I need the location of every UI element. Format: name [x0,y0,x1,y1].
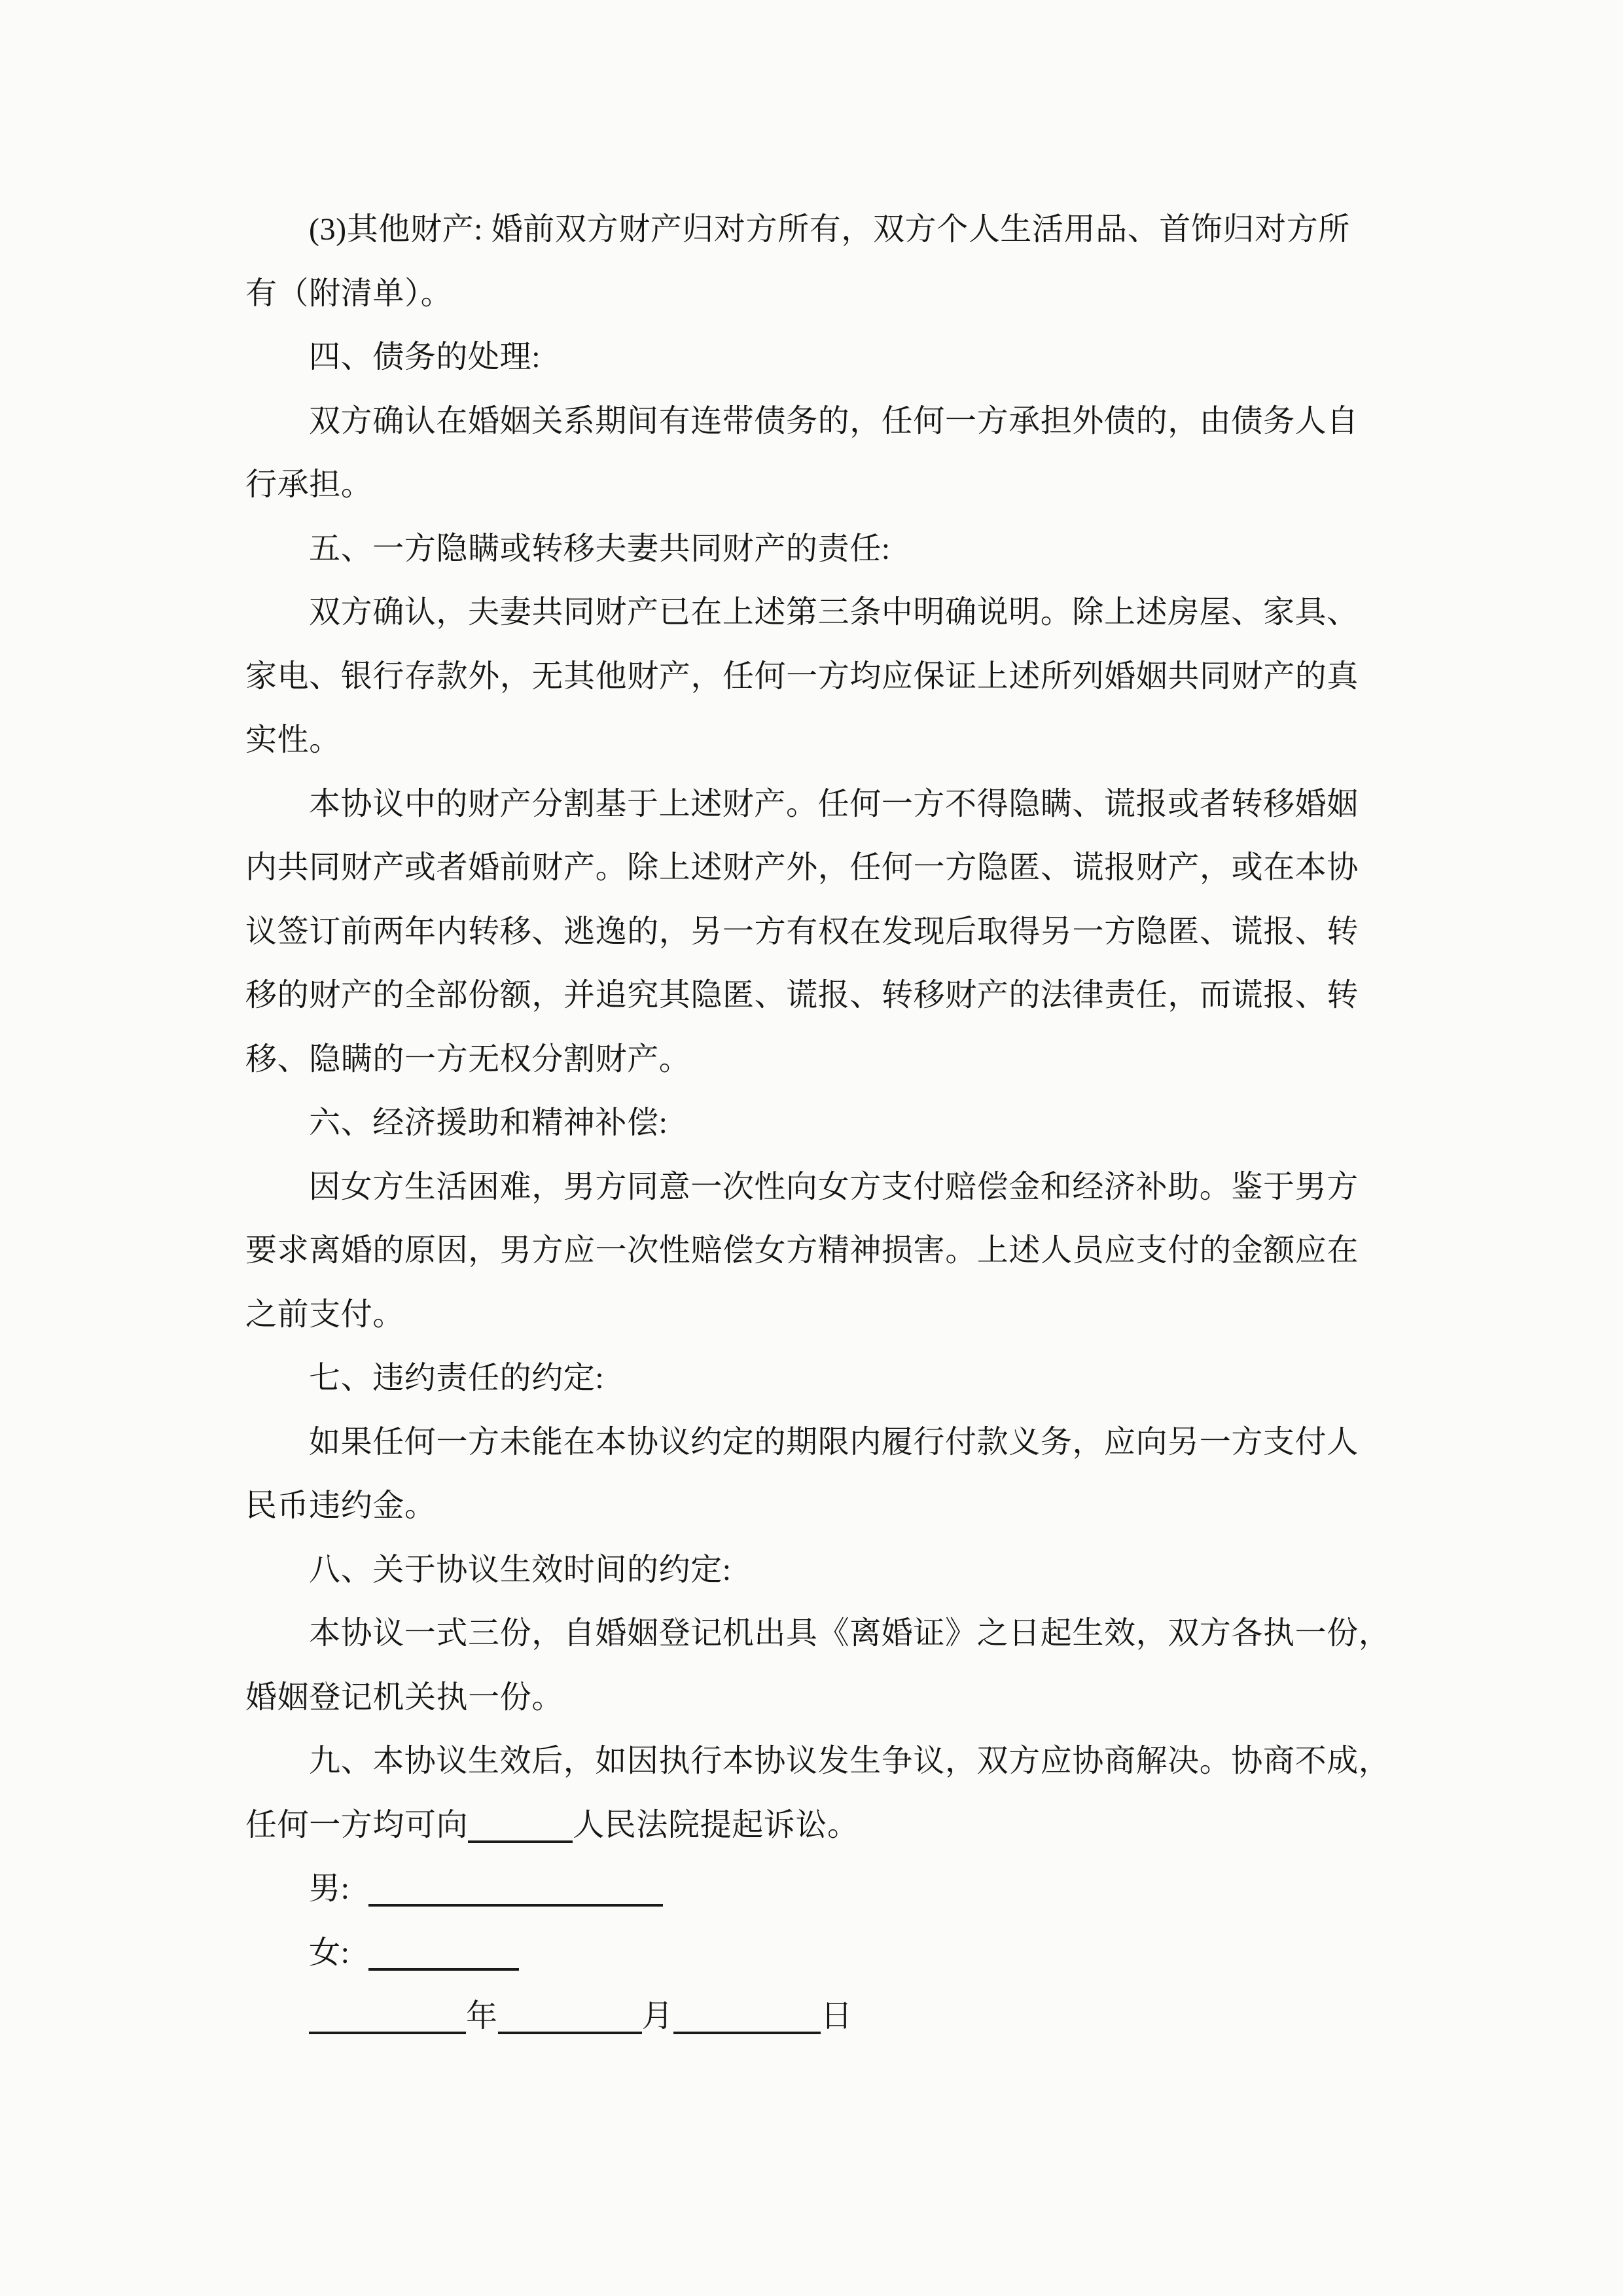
document-line [245,453,1387,517]
text-segment: 五、一方隐瞒或转移夫妻共同财产的责任: [309,531,891,566]
text-segment: 人民法院提起诉讼。 [573,1807,859,1842]
document-line [245,836,1387,900]
text-segment: 有（附清单）。 [245,276,453,311]
text-segment: (3)其他财产: 婚前双方财产归对方所有，双方个人生活用品、首饰归对方所 [309,212,1350,247]
text-segment: 议签订前两年内转移、逃逸的，另一方有权在发现后取得另一方隐匿、谎报、转 [245,914,1359,949]
text-segment: 七、违约责任的约定: [309,1361,605,1395]
document-line [245,645,1387,709]
text-segment: 移、隐瞒的一方无权分割财产。 [245,1041,691,1077]
text-segment: 家电、银行存款外，无其他财产，任何一方均应保证上述所列婚姻共同财产的真 [245,658,1359,694]
document-line [245,198,1387,262]
text-segment: 年 [466,1999,498,2034]
fill-in-blank [309,2032,466,2034]
text-segment: 任何一方均可向 [245,1807,469,1842]
text-segment: 六、经济援助和精神补偿: [309,1105,668,1140]
document-line [245,1346,1387,1410]
text-segment: 日 [821,1999,853,2034]
text-segment: 移的财产的全部份额，并追究其隐匿、谎报、转移财产的法律责任，而谎报、转 [245,978,1359,1013]
text-block [245,198,1391,2049]
text-segment: 四、债务的处理: [309,340,541,374]
document-line [245,389,1387,454]
text-segment: 民币违约金。 [245,1488,437,1523]
document-line [245,325,1387,389]
text-segment: 男: [309,1871,350,1906]
text-segment: 如果任何一方未能在本协议约定的期限内履行付款义务，应向另一方支付人 [309,1424,1359,1460]
text-segment: 婚姻登记机关执一份。 [245,1679,564,1715]
text-segment: 因女方生活困难，男方同意一次性向女方支付赔偿金和经济补助。鉴于男方 [309,1169,1359,1204]
text-segment: 行承担。 [245,467,373,502]
document-line [245,1921,1387,1985]
text-segment: 八、关于协议生效时间的约定: [309,1552,732,1587]
text-segment: 双方确认在婚姻关系期间有连带债务的，任何一方承担外债的，由债务人自 [309,403,1359,439]
document-line [245,963,1387,1028]
document-line [245,1602,1391,1666]
document-line [245,517,1387,581]
document-line [245,1091,1387,1155]
text-segment: 双方确认，夫妻共同财产已在上述第三条中明确说明。除上述房屋、家具、 [309,595,1359,630]
document-line [245,1410,1387,1475]
document-line [245,1219,1387,1283]
document-line [245,1793,1387,1857]
text-segment: 九、本协议生效后，如因执行本协议发生争议，双方应协商解决。协商不成， [309,1744,1391,1778]
document-line [245,708,1387,772]
document-line [245,581,1387,645]
text-segment: 内共同财产或者婚前财产。除上述财产外，任何一方隐匿、谎报财产，或在本协 [245,850,1359,885]
document-line [245,1474,1387,1538]
document-line [245,1538,1387,1602]
document-line [245,1283,1387,1347]
text-segment: 要求离婚的原因，男方应一次性赔偿女方精神损害。上述人员应支付的金额应在 [245,1233,1359,1268]
document-line [245,262,1387,326]
document-line [245,1028,1387,1092]
fill-in-blank [468,1840,573,1843]
fill-in-blank [368,1968,519,1971]
text-segment: 之前支付。 [245,1297,405,1332]
document-line [245,1666,1387,1730]
document-line [245,772,1387,836]
text-segment: 女: [309,1935,350,1970]
document-line [245,1984,1387,2049]
document-line [245,900,1387,964]
text-segment: 实性。 [245,723,341,757]
document-line [245,1857,1387,1921]
text-segment: 本协议一式三份，自婚姻登记机出具《离婚证》之日起生效，双方各执一份， [309,1616,1391,1651]
document-line [245,1729,1391,1793]
document-line [245,1155,1387,1219]
fill-in-blank [368,1904,663,1907]
text-segment: 月 [641,1999,674,2034]
fill-in-blank [498,2032,642,2034]
text-segment: 本协议中的财产分割基于上述财产。任何一方不得隐瞒、谎报或者转移婚姻 [309,786,1359,821]
fill-in-blank [673,2032,821,2034]
